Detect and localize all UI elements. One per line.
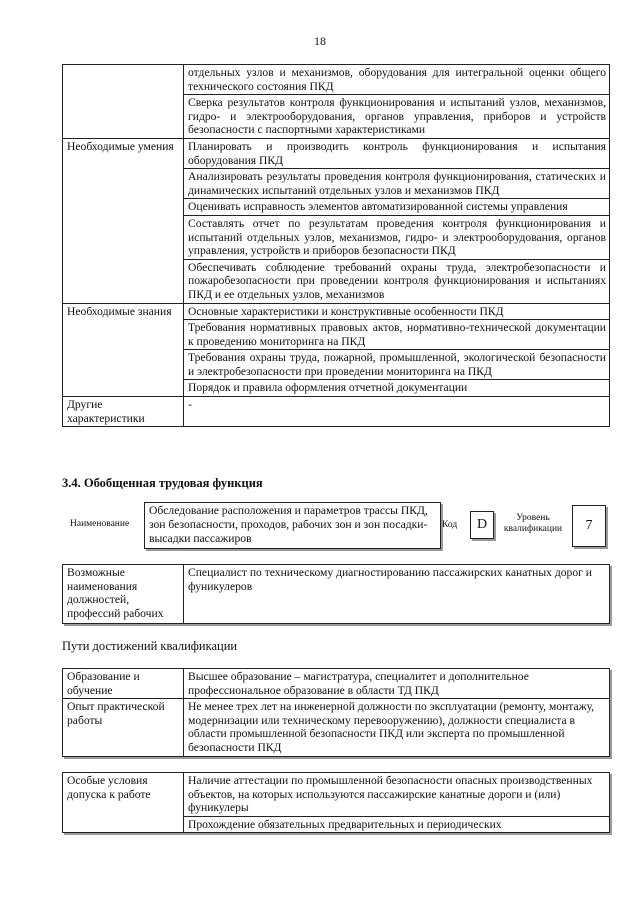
table-row <box>63 773 610 817</box>
table-cell: Основные характеристики и конструктивные особенности ПКД <box>184 303 610 320</box>
table-cell: Требования охраны труда, пожарной, промышленной, экологической безопасности и электробезопасности при проведении мониторинга на ПКД <box>184 350 610 380</box>
table-cell: Высшее образование – магистратура, специалитет и дополнительное профессиональное образование в области ТД ПКД <box>184 669 610 699</box>
table-cell: Не менее трех лет на инженерной должности по эксплуатации (ремонту, монтажу, модернизации или техническому перевооружению), должности специалиста в области промышленной безопасности ПКД или эксперта по промышленной безопасности ПКД <box>184 699 610 756</box>
table-cell: Оценивать исправность элементов автоматизированной системы управления <box>184 199 610 216</box>
function-name-value: Обследование расположения и параметров трассы ПКД, зон безопасности, проходов, рабочих зон и зон посадки-высадки пассажиров <box>144 502 441 549</box>
page-number: 18 <box>314 34 326 48</box>
table-cell: Планировать и производить контроль функционирования и испытания оборудования ПКД <box>184 138 610 168</box>
section-title: 3.4. Обобщенная трудовая функция <box>62 476 263 490</box>
table-row <box>63 397 610 427</box>
row-label: Другие характеристики <box>63 397 184 427</box>
row-label: Необходимые умения <box>63 138 184 303</box>
table-cell: Требования нормативных правовых актов, нормативно-технической документации к проведению мониторинга на ПКД <box>184 320 610 350</box>
table-row <box>63 669 610 699</box>
row-label: Опыт практической работы <box>63 699 184 756</box>
row-label: Необходимые знания <box>63 303 184 397</box>
level-value: 7 <box>572 505 606 547</box>
table-cell: Специалист по техническому диагностированию пассажирских канатных дорог и фуникулеров <box>184 565 610 624</box>
row-label <box>63 65 184 139</box>
table-cell: Порядок и правила оформления отчетной документации <box>184 380 610 397</box>
table-row <box>63 565 610 624</box>
education-table <box>62 668 610 757</box>
table-row <box>63 138 610 168</box>
table-row <box>63 303 610 320</box>
table-cell: Обеспечивать соблюдение требований охраны труда, электробезопасности и пожаробезопасности при проведении контроля функционирования и испытаниях ПКД и ее отдельных узлов, механизмов <box>184 259 610 303</box>
table-cell: Составлять отчет по результатам проведения контроля функционирования и испытаний отдельных узлов, механизмов, гидро- и электрооборудования, органов управления, устройств и приборов безопасности ПКД <box>184 215 610 259</box>
table-cell: Сверка результатов контроля функционирования и испытаний узлов, механизмов, гидро- и электрооборудования, органов управления, приборов и устройств безопасности с паспортными характеристиками <box>184 95 610 139</box>
admission-table <box>62 772 610 833</box>
table-cell: Анализировать результаты проведения контроля функционирования, статических и динамических испытаний отдельных узлов и механизмов ПКД <box>184 169 610 199</box>
table-row <box>63 699 610 756</box>
paths-title: Пути достижений квалификации <box>62 639 238 653</box>
table-cell: Прохождение обязательных предварительных и периодических <box>184 816 610 833</box>
code-value: D <box>470 511 494 539</box>
table-row <box>63 65 610 95</box>
level-label: Уровень квалификации <box>503 513 563 534</box>
competencies-table <box>62 64 610 427</box>
table-cell: отдельных узлов и механизмов, оборудования для интегральной оценки общего технического состояния ПКД <box>184 65 610 95</box>
table-cell: - <box>184 397 610 427</box>
row-label: Образование и обучение <box>63 669 184 699</box>
positions-table <box>62 564 610 624</box>
table-cell: Наличие аттестации по промышленной безопасности опасных производственных объектов, на которых используются пассажирские канатные дороги и (или) фуникулеры <box>184 773 610 817</box>
code-label: Код <box>442 520 458 530</box>
name-label: Наименование <box>70 519 130 529</box>
row-label: Особые условия допуска к работе <box>63 773 184 833</box>
row-label: Возможные наименования должностей, профессий рабочих <box>63 565 184 624</box>
